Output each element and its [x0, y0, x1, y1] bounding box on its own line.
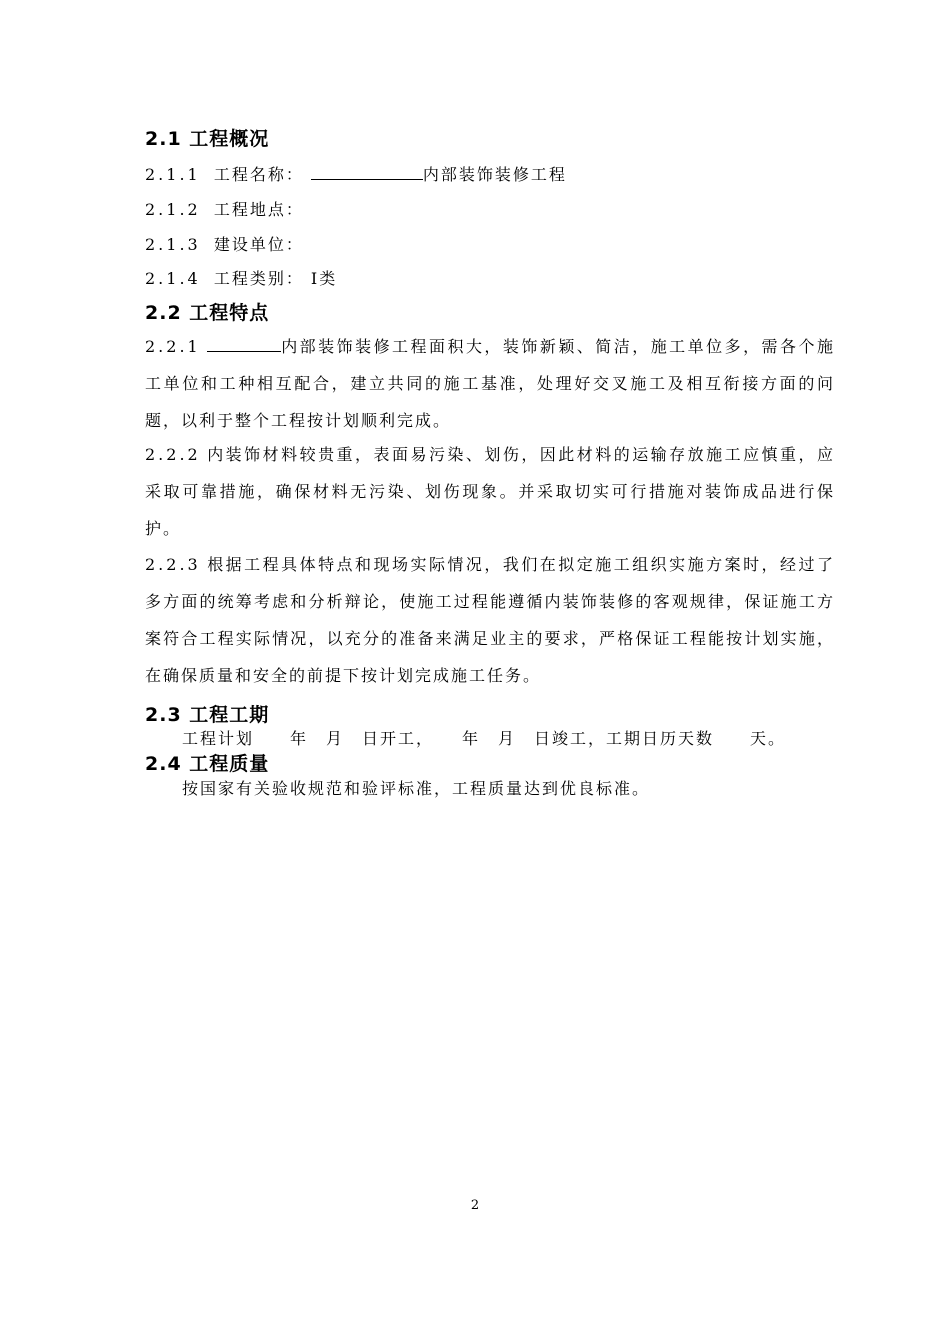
blank-underline: [311, 162, 423, 180]
page-number: 2: [470, 1198, 480, 1213]
schedule-text: 工程计划 年 月 日开工， 年 月 日竣工，工期日历天数 天。: [182, 729, 787, 748]
paragraph-2-2-1: [145, 328, 835, 439]
item-label: 建设单位：: [213, 235, 304, 254]
item-2-1-1: [145, 162, 567, 185]
blank-underline: [207, 334, 281, 352]
section-heading-2-2: 2.2 工程特点: [145, 302, 270, 324]
section-heading-2-1: 2.1 工程概况: [145, 128, 270, 150]
paragraph-text: 内部装饰装修工程面积大，装饰新颖、简洁，施工单位多，需各个施工单位和工种相互配合，建立共同的施工基准，处理好交叉施工及相互衔接方面的问题，以利于整个工程按计划顺利完成。: [145, 337, 835, 430]
item-label: 工程名称：: [213, 165, 304, 184]
paragraph-2-2-3: [145, 546, 835, 694]
paragraph-number: 2.2.3: [145, 555, 201, 574]
item-2-1-3: [145, 232, 304, 255]
paragraph-2-2-2: [145, 436, 835, 547]
section-heading-2-3: 2.3 工程工期: [145, 704, 270, 726]
item-value: 内部装饰装修工程: [422, 165, 567, 184]
paragraph-text: 内装饰材料较贵重，表面易污染、划伤，因此材料的运输存放施工应慎重，应采取可靠措施，确保材料无污染、划伤现象。并采取切实可行措施对装饰成品进行保护。: [145, 445, 835, 538]
item-number: 2.1.2: [145, 200, 201, 219]
item-value: Ⅰ类: [310, 269, 338, 288]
quality-text: 按国家有关验收规范和验评标准，工程质量达到优良标准。: [182, 779, 651, 798]
item-number: 2.1.3: [145, 235, 201, 254]
item-number: 2.1.1: [145, 165, 201, 184]
item-2-1-2: [145, 197, 304, 220]
paragraph-number: 2.2.1: [145, 337, 201, 356]
section-heading-2-4: 2.4 工程质量: [145, 753, 270, 775]
item-2-1-4: [145, 266, 337, 289]
paragraph-number: 2.2.2: [145, 445, 201, 464]
paragraph-text: 根据工程具体特点和现场实际情况，我们在拟定施工组织实施方案时，经过了多方面的统筹考虑和分析辩论，使施工过程能遵循内装饰装修的客观规律，保证施工方案符合工程实际情况，以充分的准备来满足业主的要求，严格保证工程能按计划实施，在确保质量和安全的前提下按计划完成施工任务。: [145, 555, 835, 685]
item-label: 工程地点：: [213, 200, 304, 219]
item-number: 2.1.4: [145, 269, 201, 288]
item-label: 工程类别：: [213, 269, 304, 288]
